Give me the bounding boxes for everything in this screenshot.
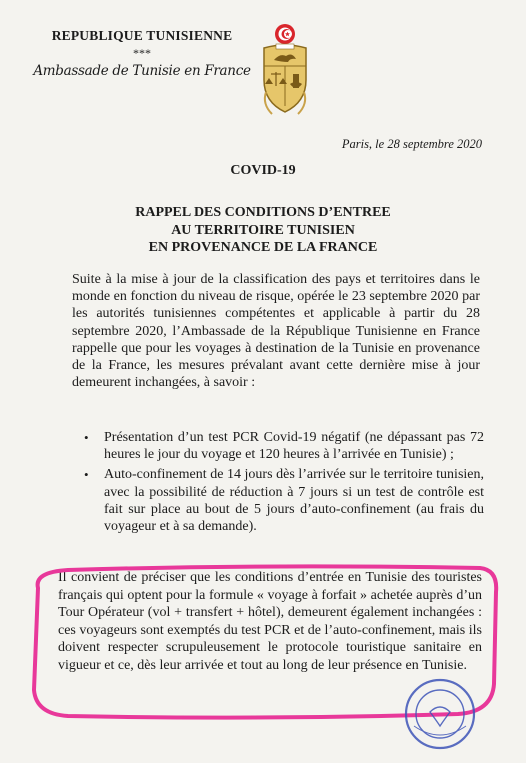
list-item-text: Auto-confinement de 14 jours dès l’arrivée sur le territoire tunisien, avec la possibilité de réduction à 7 jours si un test de contrôle est fait sur place au bout de 5 jours d’auto-confinement (au frais du voyageur et à sa demande). — [104, 467, 484, 535]
subtitle-line: RAPPEL DES CONDITIONS D’ENTREE — [135, 205, 391, 220]
letter-date: Paris, le 28 septembre 2020 — [341, 137, 482, 151]
embassy-name: Ambassade de Tunisie en France — [33, 63, 251, 79]
list-item-text: Présentation d’un test PCR Covid-19 négatif (ne dépassant pas 72 heures le jour du voyage et 120 heures à l’arrivée en Tunisie) ; — [104, 430, 484, 463]
country-name: REPUBLIQUE TUNISIENNE — [51, 28, 233, 43]
conditions-list — [84, 429, 484, 538]
list-item — [84, 429, 484, 463]
header-stars: *** — [133, 46, 151, 60]
embassy-stamp-icon — [400, 674, 480, 754]
document-title: COVID-19 — [230, 163, 296, 178]
bullet-icon: • — [84, 467, 89, 483]
bullet-icon: • — [84, 430, 89, 445]
tunisia-coat-of-arms-icon — [252, 22, 318, 120]
letterhead — [22, 28, 262, 79]
list-item — [84, 466, 484, 535]
final-paragraph: Il convient de préciser que les conditions d’entrée en Tunisie des touristes français qui optent pour la formule « voyage à forfait » achetée auprès d’un Tour Opérateur (vol + transfert + hôtel), demeurent également inchangées : ces voyageurs sont exemptés du test PCR et de l’auto-confinement, mais ils doivent respecter scrupuleusement le protocole touristique sanitaire en vigueur et ce, dès leur arrivée et tout au long de leur présence en Tunisie. — [58, 570, 482, 673]
subtitle-line: EN PROVENANCE DE LA FRANCE — [148, 240, 378, 255]
intro-paragraph: Suite à la mise à jour de la classification des pays et territoires dans le monde en fonction du niveau de risque, opérée le 23 septembre 2020 par les autorités tunisiennes compétentes et applicable à partir du 28 septembre 2020, l’Ambassade de la République Tunisienne en France rappelle que pour les voyages à destination de la Tunisie en provenance de la France, les mesures prévalant avant cette dernière mise à jour demeurent inchangées, à savoir : — [72, 272, 480, 391]
document-subtitle — [0, 204, 526, 257]
subtitle-line: AU TERRITOIRE TUNISIEN — [171, 222, 355, 238]
